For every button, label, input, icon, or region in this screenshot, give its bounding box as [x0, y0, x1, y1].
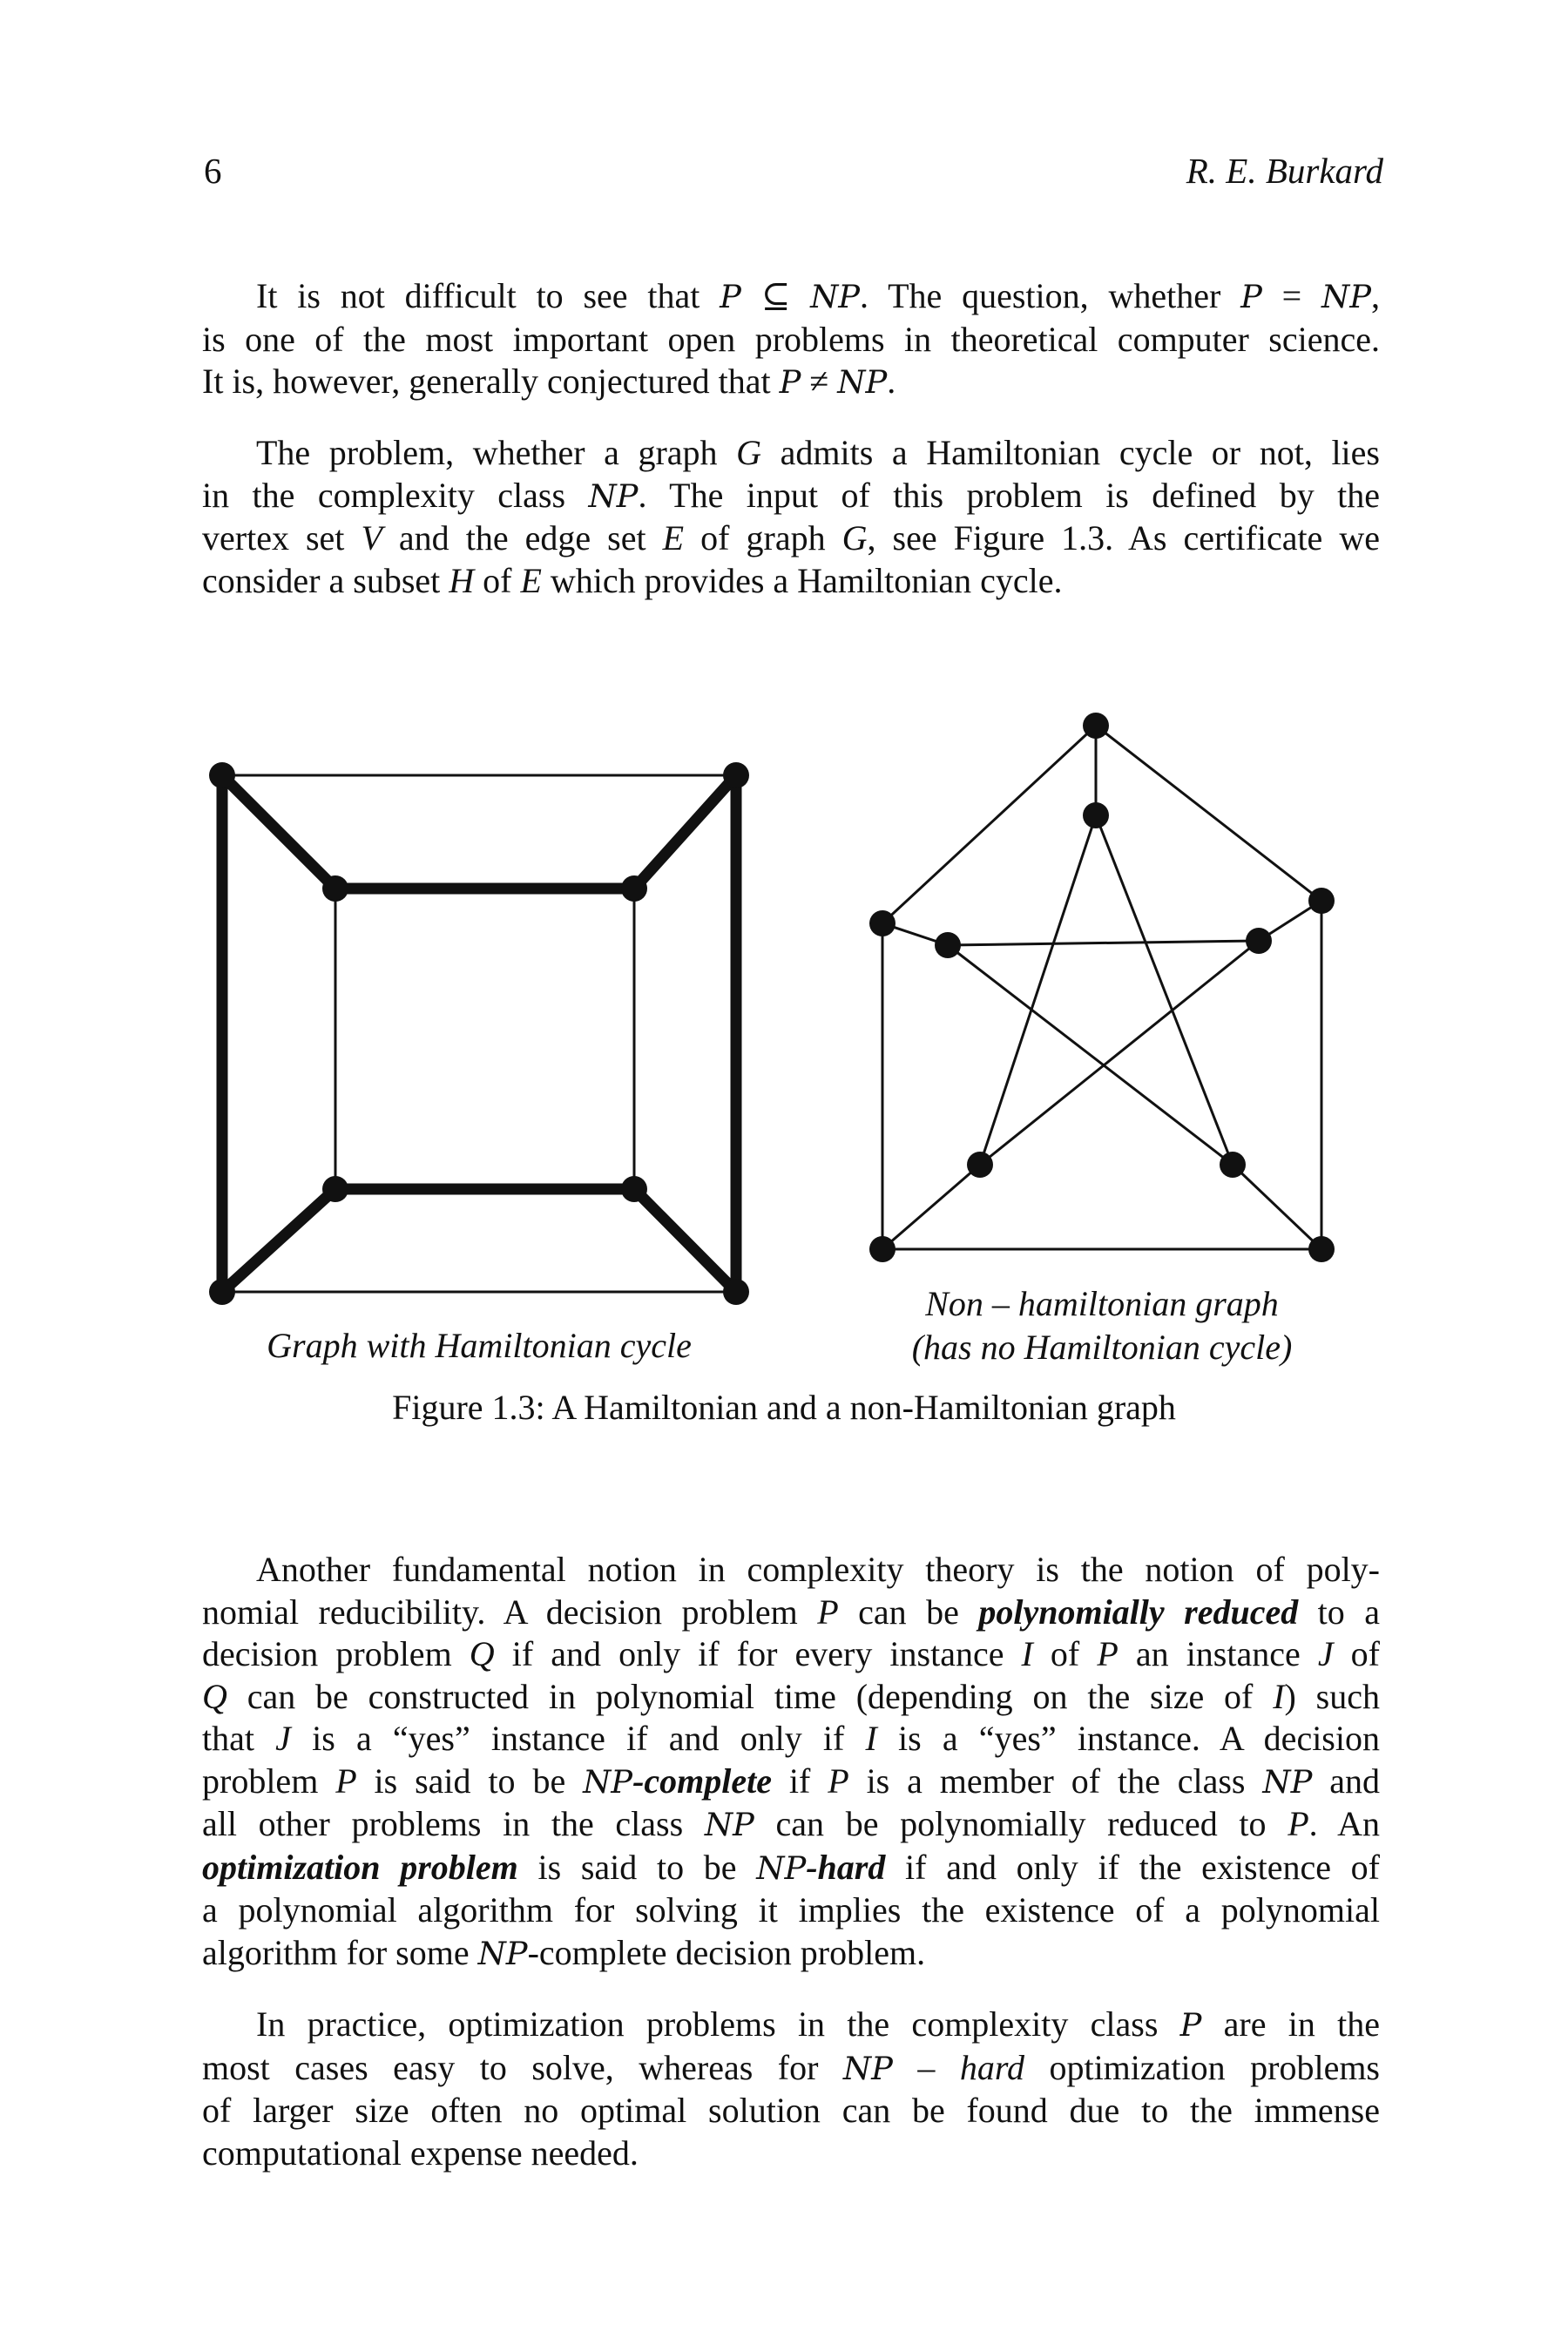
para4-line: most cases easy to solve, whereas for NP – hard optimization problems — [202, 2047, 1381, 2087]
graph-vertex — [322, 875, 348, 902]
para3-line: problem P is said to be NP-complete if P is a member of the class NP and — [202, 1761, 1380, 1801]
left-graph-label: Graph with Hamiltonian cycle — [267, 1326, 692, 1365]
cycle-edge — [222, 775, 335, 889]
graph-vertex — [322, 1176, 348, 1202]
paragraph-4 — [202, 2004, 1380, 2174]
graph-vertex — [935, 932, 961, 958]
para4-line: of larger size often no optimal solution can be found due to the immense — [202, 2091, 1380, 2130]
para4-line: computational expense needed. — [202, 2132, 639, 2173]
para3-line: algorithm for some NP-complete decision problem. — [202, 1932, 926, 1972]
graph-edge — [1233, 1165, 1321, 1249]
para3-line: that J is a “yes” instance if and only if I is a “yes” instance. A decision — [202, 1719, 1380, 1758]
para1-line: is one of the most important open problems in theoretical computer science. — [202, 319, 1380, 359]
para1-line: It is, however, generally conjectured that P ≠ NP. — [202, 362, 896, 401]
page-number: 6 — [204, 151, 222, 191]
graph-edge — [882, 726, 1096, 923]
graph-edge — [980, 941, 1259, 1165]
graph-vertex — [1083, 713, 1109, 739]
para3-line: nomial reducibility. A decision problem P can be polynomially reduced to a — [202, 1592, 1380, 1632]
right-graph-label-line: (has no Hamiltonian cycle) — [911, 1328, 1293, 1367]
graph-vertex — [869, 910, 896, 936]
para3-line: Another fundamental notion in complexity theory is the notion of poly- — [256, 1550, 1380, 1589]
petersen-graph — [869, 713, 1335, 1262]
graph-vertex — [967, 1152, 993, 1178]
graph-vertex — [723, 1279, 749, 1305]
right-graph-label — [819, 1282, 1385, 1369]
graph-vertex — [1308, 888, 1335, 914]
para2-line: in the complexity class NP. The input of this problem is defined by the — [202, 475, 1381, 515]
para2-line: vertex set V and the edge set E of graph G, see Figure 1.3. As certificate we — [202, 518, 1380, 558]
hamiltonian-graph — [209, 762, 749, 1305]
para1-line: It is not difficult to see that P ⊆ NP. The question, whether P = NP, — [256, 276, 1380, 315]
cycle-edge — [634, 1189, 736, 1292]
graph-vertex — [1246, 928, 1272, 954]
para2-line: The problem, whether a graph G admits a Hamiltonian cycle or not, lies — [256, 433, 1380, 472]
cycle-edge — [634, 775, 736, 889]
graph-vertex — [209, 1279, 235, 1305]
graph-vertex — [621, 1176, 647, 1202]
para3-line: Q can be constructed in polynomial time (depending on the size of I) such — [202, 1676, 1380, 1716]
figure-caption: Figure 1.3: A Hamiltonian and a non-Hamiltonian graph — [392, 1388, 1176, 1427]
graph-vertex — [1308, 1236, 1335, 1262]
paragraph-3 — [202, 1549, 1380, 1975]
graph-edge — [1096, 726, 1321, 901]
para3-line: a polynomial algorithm for solving it implies the existence of a polynomial — [202, 1890, 1380, 1930]
graph-vertex — [723, 762, 749, 788]
graph-edge — [980, 815, 1096, 1165]
graph-edge — [882, 1165, 980, 1249]
graph-vertex — [621, 875, 647, 902]
para3-line: decision problem Q if and only if for every instance I of P an instance J of — [202, 1634, 1380, 1673]
cycle-edge — [222, 1189, 335, 1292]
graph-vertex — [1220, 1152, 1246, 1178]
running-head: R. E. Burkard — [1186, 151, 1383, 191]
para3-line: optimization problem is said to be NP-hard if and only if the existence of — [202, 1847, 1381, 1887]
para3-line: all other problems in the class NP can be polynomially reduced to P. An — [202, 1804, 1380, 1843]
graph-vertex — [209, 762, 235, 788]
graph-vertex — [869, 1236, 896, 1262]
para4-line: In practice, optimization problems in the complexity class P are in the — [256, 2004, 1380, 2044]
right-graph-label-line: Non – hamiltonian graph — [925, 1284, 1279, 1323]
para2-line: consider a subset H of E which provides a Hamiltonian cycle. — [202, 560, 1063, 600]
graph-edge — [948, 941, 1259, 945]
graph-vertex — [1083, 802, 1109, 828]
